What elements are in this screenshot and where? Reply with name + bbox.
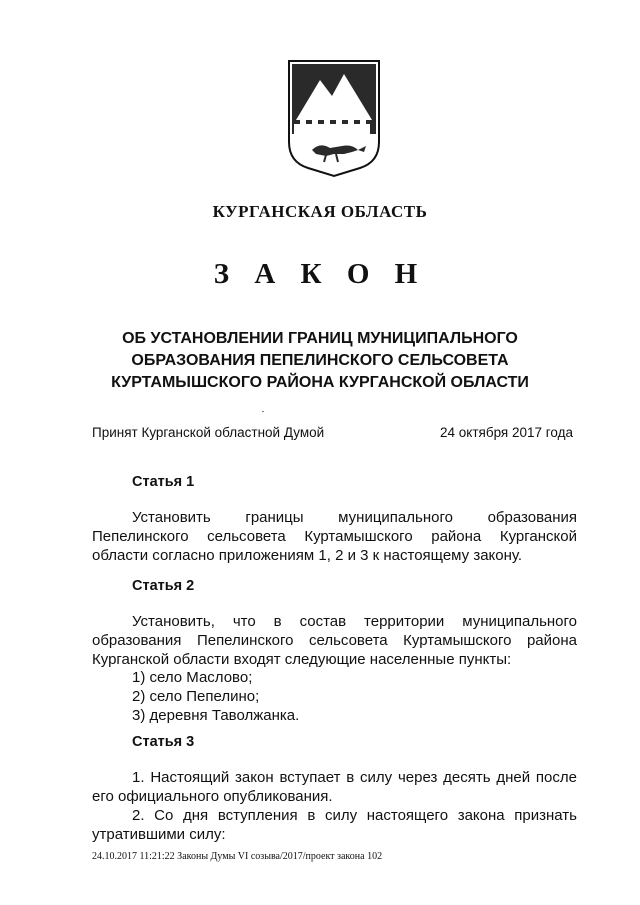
- text-line: Пепелинского сельсовета Куртамышского района Курганской: [92, 528, 577, 545]
- adopted-by: Принят Курганской областной Думой: [92, 425, 325, 440]
- text-line: Курганской области входят следующие населенные пункты:: [92, 651, 512, 668]
- scan-speck: [262, 411, 264, 412]
- title-line: ОБ УСТАНОВЛЕНИИ ГРАНИЦ МУНИЦИПАЛЬНОГО: [122, 330, 518, 347]
- document-type: З А К О Н: [213, 258, 427, 290]
- text-line: Установить границы муниципального образования: [132, 509, 577, 526]
- text-line: Установить, что в состав территории муниципального: [132, 613, 577, 630]
- article-2-text: [92, 612, 577, 669]
- text-line: образования Пепелинского сельсовета Куртамышского района: [92, 632, 577, 649]
- article-2-heading: Статья 2: [132, 578, 195, 594]
- document-footer: 24.10.2017 11:21:22 Законы Думы VI созыва/2017/проект закона 102: [92, 851, 383, 862]
- text-line: 2. Со дня вступления в силу настоящего закона признать: [132, 807, 577, 824]
- list-item: 3) деревня Таволжанка.: [132, 707, 300, 724]
- article-3-text: [92, 768, 577, 844]
- list-item: 1) село Маслово;: [132, 669, 253, 686]
- text-line: утратившими силу:: [92, 826, 226, 843]
- title-line: КУРТАМЫШСКОГО РАЙОНА КУРГАНСКОЙ ОБЛАСТИ: [111, 374, 529, 391]
- law-title: [60, 328, 580, 394]
- article-1-text: [92, 508, 577, 565]
- text-line: области согласно приложениям 1, 2 и 3 к настоящему закону.: [92, 547, 523, 564]
- article-1-heading: Статья 1: [132, 474, 195, 490]
- adoption-date: 24 октября 2017 года: [440, 425, 573, 440]
- text-line: его официального опубликования.: [92, 788, 333, 805]
- kurgan-coat-of-arms-icon: [286, 58, 382, 178]
- title-line: ОБРАЗОВАНИЯ ПЕПЕЛИНСКОГО СЕЛЬСОВЕТА: [131, 352, 509, 369]
- article-3-heading: Статья 3: [132, 734, 195, 750]
- text-line: 1. Настоящий закон вступает в силу через десять дней после: [132, 769, 577, 786]
- region-name: КУРГАНСКАЯ ОБЛАСТЬ: [212, 202, 428, 221]
- list-item: 2) село Пепелино;: [132, 688, 260, 705]
